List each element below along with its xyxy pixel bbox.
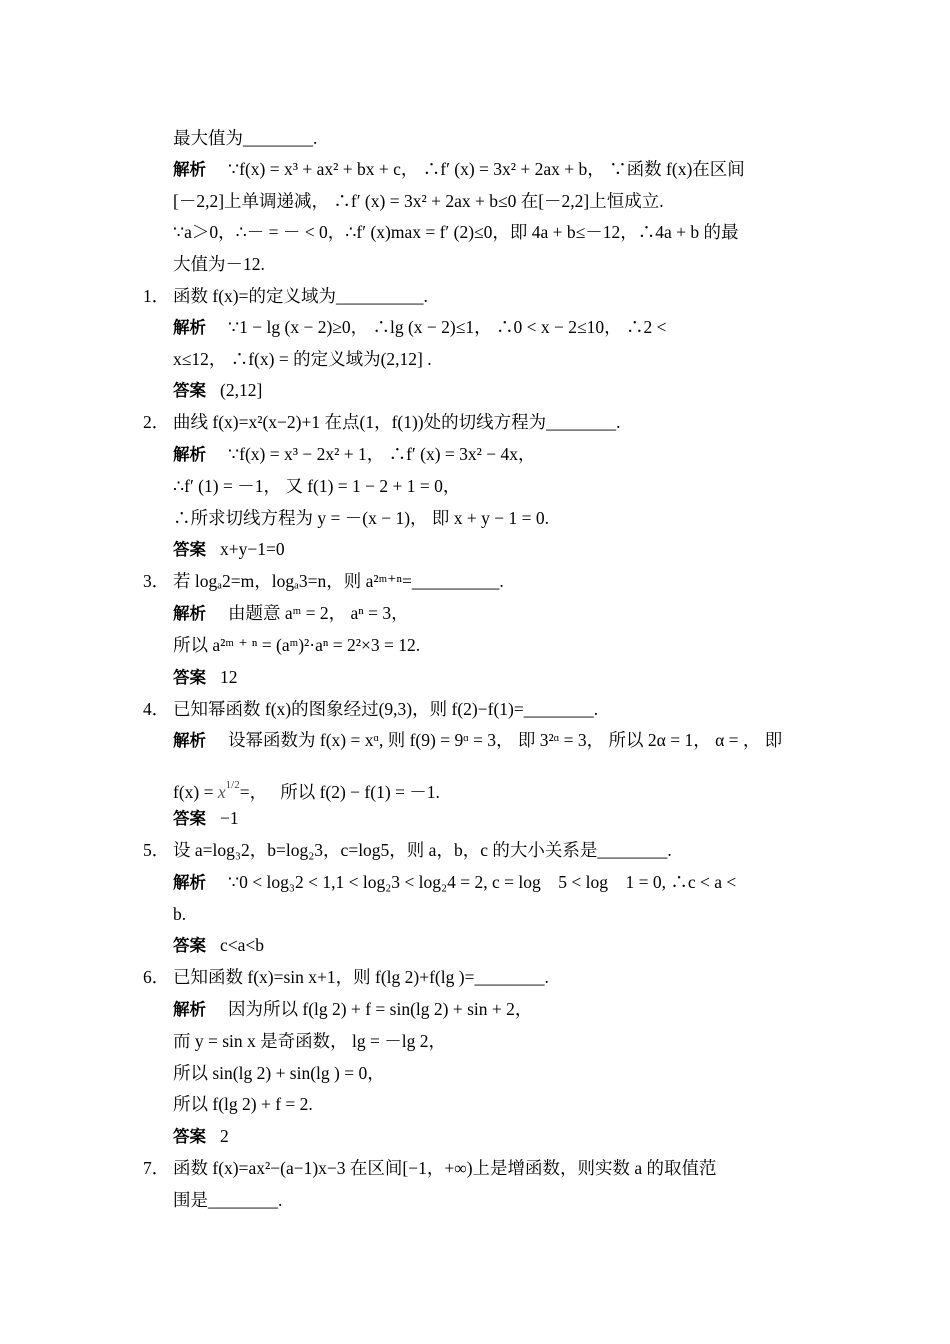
solution-text: ∵f(x) = x³ + ax² + bx + c， ∴f′ (x) = 3x² + 2ax + b， ∵函数 f(x)在区间 [228,159,745,179]
solution-label: 解析 [173,731,206,750]
solution-line [173,871,736,894]
solution-label: 解析 [173,873,206,892]
formula-base: x [217,782,226,802]
solution-line [173,443,536,466]
question-text: 函数 f(x)=ax²−(a−1)x−3 在区间[−1，+∞)上是增函数，则实数 a 的取值范 [173,1158,717,1178]
text-line: 最大值为________. [173,128,318,148]
text-line [173,774,440,803]
question-number: 4． [143,699,170,719]
answer-line [173,1125,229,1148]
question-text: 设 a=log₃2，b=log₂3，c=log5，则 a，b，c 的大小关系是________. [173,840,672,860]
question-number: 6． [143,967,170,987]
answer-text: 12 [220,667,238,687]
solution-line [173,316,666,339]
question-text: 曲线 f(x)=x²(x−2)+1 在点(1，f(1))处的切线方程为________. [173,412,621,432]
answer-label: 答案 [173,1127,206,1146]
answer-line [173,666,238,689]
solution-text: ∵1 − lg (x − 2)≥0， ∴lg (x − 2)≤1， ∴0 < x − 2≤10， ∴2 < [228,317,667,337]
answer-line [173,934,264,957]
question-number: 7． [143,1158,170,1178]
question-number: 2． [143,412,170,432]
answer-line [173,379,262,402]
text-line: 所以 sin(lg 2) + sin(lg ) = 0， [173,1063,385,1083]
solution-label: 解析 [173,445,206,464]
text-line: 围是________. [173,1190,283,1210]
text-line: 所以 f(lg 2) + f = 2. [173,1094,313,1114]
answer-label: 答案 [173,809,206,828]
question-number: 3． [143,571,170,591]
text-line: [－2,2]上单调递减， ∴f′ (x) = 3x² + 2ax + b≤0 在[－2,2]上恒成立. [173,191,664,211]
solution-label: 解析 [173,160,206,179]
question-text: 若 logₐ2=m，logₐ3=n，则 a²ᵐ⁺ⁿ=__________. [173,571,504,591]
solution-line [173,158,745,181]
solution-text: ∵f(x) = x³ − 2x² + 1， ∴f′ (x) = 3x² − 4x， [228,444,536,464]
solution-text: 因为所以 f(lg 2) + f = sin(lg 2) + sin + 2， [228,999,533,1019]
question-text: 已知幂函数 f(x)的图象经过(9,3)，则 f(2)−f(1)=________. [173,699,599,719]
question-number: 5． [143,840,170,860]
text-line: ∴所求切线方程为 y = －(x − 1)， 即 x + y − 1 = 0. [173,508,550,528]
text-line: b. [173,904,187,924]
answer-label: 答案 [173,540,206,559]
answer-line [173,807,239,830]
answer-text: c<a<b [220,935,265,955]
solution-label: 解析 [173,318,206,337]
answer-text: (2,12] [220,380,263,400]
question-number: 1． [143,286,170,306]
solution-text: ∵0 < log₃2 < 1,1 < log₂3 < log₂4 = 2, c = log 5 < log 1 = 0, ∴c < a < [228,872,737,892]
answer-line [173,538,285,561]
solution-line [173,729,782,752]
solution-label: 解析 [173,1000,206,1019]
solution-text: 由题意 aᵐ = 2， aⁿ = 3， [228,603,409,623]
solution-label: 解析 [173,604,206,623]
text-line: ∵a＞0，∴－ = － < 0，∴f′ (x)max = f′ (2)≤0，即 4a + b≤－12，∴4a + b 的最 [173,222,739,242]
question-text: 函数 f(x)=的定义域为__________. [173,286,428,306]
answer-label: 答案 [173,381,206,400]
text-line: ∴f′ (1) = －1， 又 f(1) = 1 − 2 + 1 = 0， [173,476,461,496]
answer-label: 答案 [173,936,206,955]
solution-line [173,602,409,625]
solution-line [173,998,532,1021]
question-text: 已知函数 f(x)=sin x+1，则 f(lg 2)+f(lg )=________. [173,967,549,987]
solution-text: 设幂函数为 f(x) = xᵅ, 则 f(9) = 9ᵅ = 3， 即 3²ᵅ = 3， 所以 2α = 1， α = ， 即 [228,730,783,750]
answer-text: −1 [220,808,239,828]
formula-part: f(x) = [173,782,218,802]
formula-exponent: 1/2 [225,779,240,791]
formula-part: =， 所以 f(2) − f(1) = －1. [239,782,440,802]
text-line: 所以 a²ᵐ ⁺ ⁿ = (aᵐ)²·aⁿ = 2²×3 = 12. [173,635,421,655]
text-line: x≤12， ∴f(x) = 的定义域为(2,12] . [173,349,432,369]
answer-label: 答案 [173,668,206,687]
answer-text: x+y−1=0 [220,539,285,559]
text-line: 而 y = sin x 是奇函数， lg = －lg 2， [173,1031,447,1051]
answer-text: 2 [220,1126,229,1146]
text-line: 大值为－12. [173,254,265,274]
